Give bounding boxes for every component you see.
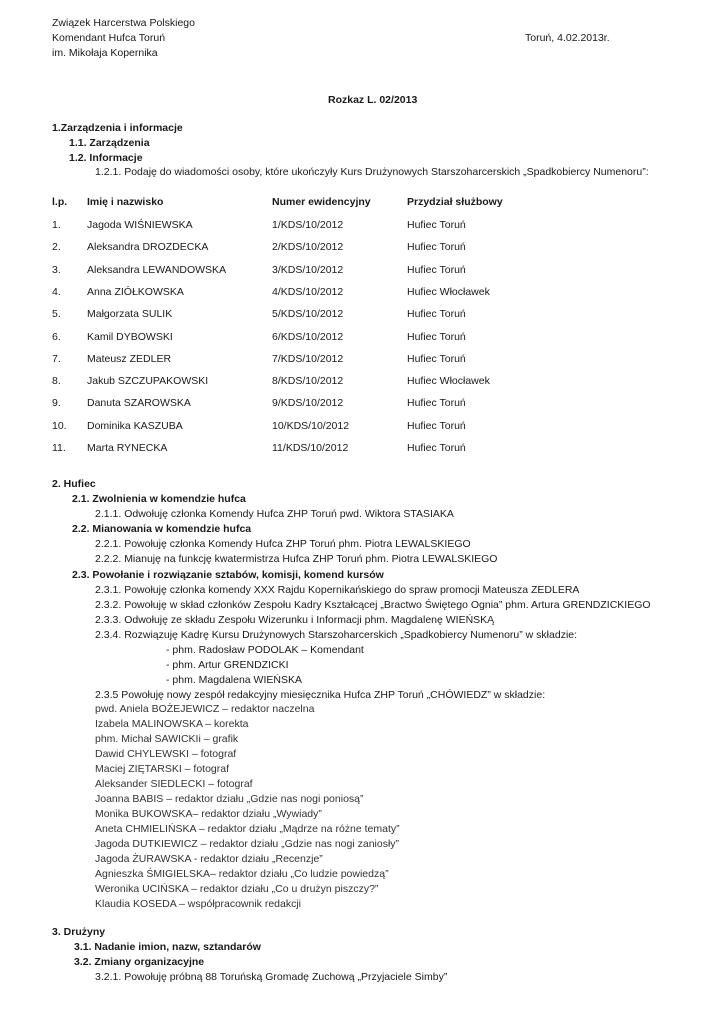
editorial-member: Maciej ZIĘTARSKI – fotograf [95, 763, 230, 775]
org-name-line1: Związek Harcerstwa Polskiego [52, 17, 195, 29]
cell-id: 10/KDS/10/2012 [272, 419, 350, 432]
section-2-3-3-text: 2.3.3. Odwołuję ze składu Zespołu Wizerunku i Informacji phm. Magdalenę WIEŃSKĄ [95, 614, 495, 626]
section-1-2-heading: 1.2. Informacje [69, 152, 143, 164]
header-name: Imię i nazwisko [87, 196, 164, 208]
header-unit: Przydział służbowy [407, 196, 503, 208]
section-1-2-1-text: 1.2.1. Podaję do wiadomości osoby, które ukończyły Kurs Drużynowych Starszoharcerskich „Spadkobiercy Numenoru”: [95, 166, 649, 178]
section-2-3-heading: 2.3. Powołanie i rozwiązanie sztabów, komisji, komend kursów [72, 569, 384, 581]
cell-lp: 10. [52, 419, 67, 432]
cell-id: 9/KDS/10/2012 [272, 397, 344, 410]
cell-lp: 6. [52, 330, 61, 343]
table-row [0, 442, 724, 456]
section-1-heading: 1.Zarządzenia i informacje [52, 122, 183, 134]
cell-unit: Hufiec Włocławek [407, 375, 490, 388]
cell-name: Małgorzata SULIK [87, 308, 173, 321]
section-2-3-4-text: 2.3.4. Rozwiązuję Kadrę Kursu Drużynowych Starszoharcerskich „Spadkobiercy Numenoru” w składzie: [95, 629, 578, 641]
cell-lp: 7. [52, 352, 61, 365]
editorial-member: Weronika UCIŃSKA – redaktor działu „Co u drużyn piszczy?” [95, 883, 379, 895]
table-row [0, 397, 724, 411]
editorial-member: Aleksander SIEDLECKI – fotograf [95, 778, 253, 790]
cell-id: 6/KDS/10/2012 [272, 330, 344, 343]
editorial-member: Dawid CHYLEWSKI – fotograf [95, 748, 237, 760]
cell-id: 5/KDS/10/2012 [272, 308, 344, 321]
cell-id: 8/KDS/10/2012 [272, 375, 344, 388]
table-row [0, 286, 724, 300]
cell-lp: 1. [52, 219, 61, 231]
cell-unit: Hufiec Toruń [407, 330, 466, 343]
editorial-member: Klaudia KOSEDA – współpracownik redakcji [95, 898, 302, 910]
cell-unit: Hufiec Toruń [407, 352, 466, 365]
section-2-1-1-text: 2.1.1. Odwołuję członka Komendy Hufca ZHP Toruń pwd. Wiktora STASIAKA [95, 508, 454, 520]
cell-name: Jagoda WIŚNIEWSKA [87, 219, 193, 231]
table-row [0, 353, 724, 367]
section-2-3-2-text: 2.3.2. Powołuję w skład członków Zespołu Kadry Kształcącej „Bractwo Świętego Ognia” phm. Artura GRENDZICKIEGO [95, 599, 651, 611]
section-2-2-heading: 2.2. Mianowania w komendzie hufca [72, 523, 252, 535]
section-2-2-2-text: 2.2.2. Mianuję na funkcję kwatermistrza Hufca ZHP Toruń phm. Piotra LEWALSKIEGO [95, 553, 498, 565]
place-date: Toruń, 4.02.2013r. [525, 32, 610, 44]
org-name-line3: im. Mikołaja Kopernika [52, 47, 158, 59]
cell-lp: 4. [52, 285, 61, 298]
editorial-member: Aneta CHMIELIŃSKA – redaktor działu „Mądrze na różne tematy” [95, 823, 400, 835]
cell-id: 2/KDS/10/2012 [272, 241, 344, 254]
section-3-2-1-text: 3.2.1. Powołuję próbną 88 Toruńską Gromadę Zuchową „Przyjaciele Simby” [95, 971, 448, 983]
header-lp: l.p. [52, 196, 68, 208]
cell-lp: 11. [52, 442, 66, 454]
header-id: Numer ewidencyjny [272, 196, 371, 208]
cell-lp: 3. [52, 263, 61, 276]
section-2-2-1-text: 2.2.1. Powołuję członka Komendy Hufca ZHP Toruń phm. Piotra LEWALSKIEGO [95, 538, 471, 550]
cell-name: Anna ZIÓŁKOWSKA [87, 285, 184, 298]
section-2-1-heading: 2.1. Zwolnienia w komendzie hufca [72, 493, 246, 505]
editorial-member: Jagoda ŻURAWSKA - redaktor działu „Recenzje” [95, 853, 323, 865]
cell-unit: Hufiec Toruń [407, 397, 466, 410]
section-3-heading: 3. Drużyny [52, 926, 106, 938]
editorial-member: Monika BUKOWSKA– redaktor działu „Wywiady” [95, 808, 322, 820]
cell-id: 3/KDS/10/2012 [272, 263, 344, 276]
table-row [0, 331, 724, 345]
cell-unit: Hufiec Toruń [407, 241, 466, 254]
cell-name: Mateusz ZEDLER [87, 352, 172, 365]
cell-name: Aleksandra DROZDECKA [87, 241, 209, 254]
section-2-3-1-text: 2.3.1. Powołuję członka komendy XXX Rajdu Kopernikańskiego do spraw promocji Mateusza ZEDLERA [95, 584, 580, 596]
editorial-member: Joanna BABIS – redaktor działu „Gdzie nas nogi poniosą” [95, 793, 364, 805]
course-staff-member: - phm. Radosław PODOLAK – Komendant [166, 644, 364, 656]
table-row [0, 375, 724, 389]
cell-name: Aleksandra LEWANDOWSKA [87, 263, 227, 276]
cell-lp: 8. [52, 375, 61, 388]
course-staff-member: - phm. Magdalena WIEŃSKA [166, 674, 302, 686]
section-2-3-5-text: 2.3.5 Powołuję nowy zespół redakcyjny miesięcznika Hufca ZHP Toruń „CHÓWIEDZ” w składzie: [95, 689, 546, 701]
table-row [0, 241, 724, 255]
table-header-row [0, 196, 724, 210]
table-row [0, 219, 724, 233]
cell-unit: Hufiec Toruń [407, 419, 466, 432]
cell-id: 1/KDS/10/2012 [272, 219, 344, 231]
cell-name: Kamil DYBOWSKI [87, 330, 173, 343]
editorial-member: Agnieszka ŚMIGIELSKA– redaktor działu „Co ludzie powiedzą” [95, 868, 389, 880]
section-2-heading: 2. Hufiec [52, 478, 96, 490]
cell-unit: Hufiec Toruń [407, 308, 466, 321]
table-row [0, 308, 724, 322]
cell-unit: Hufiec Włocławek [407, 285, 490, 298]
cell-name: Danuta SZAROWSKA [87, 397, 191, 410]
cell-name: Dominika KASZUBA [87, 419, 183, 432]
document-title: Rozkaz L. 02/2013 [328, 94, 418, 106]
cell-unit: Hufiec Toruń [407, 442, 466, 454]
editorial-member: phm. Michał SAWICKIi – grafik [95, 733, 239, 745]
cell-lp: 5. [52, 308, 61, 321]
cell-id: 7/KDS/10/2012 [272, 352, 344, 365]
editorial-member: Jagoda DUTKIEWICZ – redaktor działu „Gdzie nas nogi zaniosły” [95, 838, 400, 850]
course-staff-member: - phm. Artur GRENDZICKI [166, 659, 289, 671]
section-1-1-heading: 1.1. Zarządzenia [69, 137, 150, 149]
cell-id: 4/KDS/10/2012 [272, 285, 344, 298]
table-row [0, 264, 724, 278]
cell-lp: 9. [52, 397, 61, 410]
section-3-2-heading: 3.2. Zmiany organizacyjne [74, 956, 205, 968]
table-row [0, 420, 724, 434]
cell-unit: Hufiec Toruń [407, 219, 466, 231]
cell-unit: Hufiec Toruń [407, 263, 466, 276]
cell-lp: 2. [52, 241, 61, 254]
editorial-member: pwd. Aniela BOŻEJEWICZ – redaktor naczelna [95, 703, 315, 715]
section-3-1-heading: 3.1. Nadanie imion, nazw, sztandarów [74, 941, 261, 953]
cell-name: Marta RYNECKA [87, 442, 168, 454]
org-name-line2: Komendant Hufca Toruń [52, 32, 166, 44]
cell-name: Jakub SZCZUPAKOWSKI [87, 375, 209, 388]
editorial-member: Izabela MALINOWSKA – korekta [95, 718, 249, 730]
cell-id: 11/KDS/10/2012 [272, 442, 349, 454]
